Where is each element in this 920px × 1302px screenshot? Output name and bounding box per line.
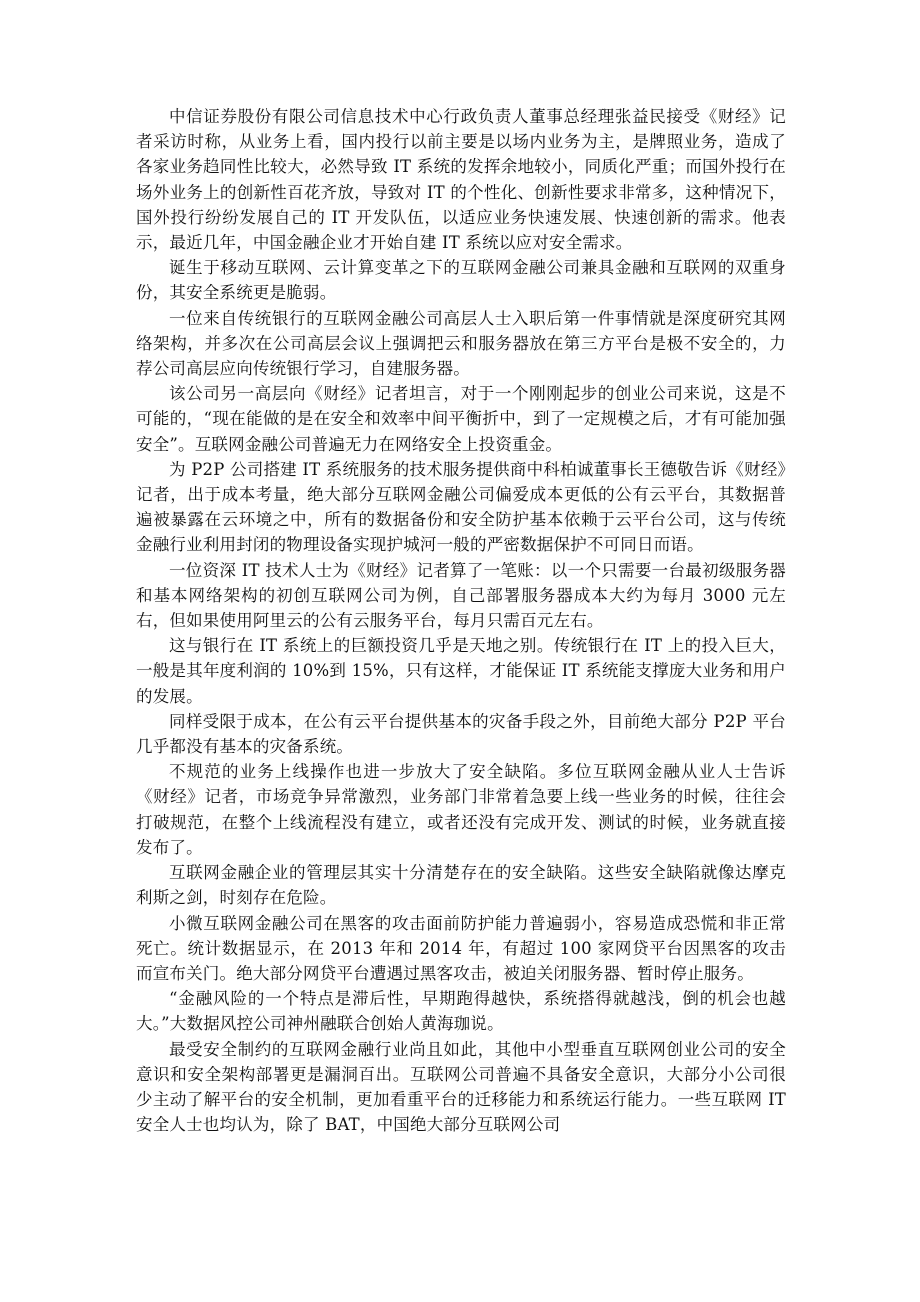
paragraph: 一位来自传统银行的互联网金融公司高层人士入职后第一件事情就是深度研究其网络架构，并多次在公司高层会议上强调把云和服务器放在第三方平台是极不安全的，力荐公司高层应向传统银行学习，自建服务器。 [136, 308, 786, 379]
paragraph: 最受安全制约的互联网金融行业尚且如此，其他中小型垂直互联网创业公司的安全意识和安全架构部署更是漏洞百出。互联网公司普遍不具备安全意识，大部分小公司很少主动了解平台的安全机制，更加看重平台的迁移能力和系统运行能力。一些互联网 IT 安全人士也均认为，除了 BAT，中国绝大部分互联网公司 [136, 1039, 786, 1135]
paragraph: 该公司另一高层向《财经》记者坦言，对于一个刚刚起步的创业公司来说，这是不可能的，“现在能做的是在安全和效率中间平衡折中，到了一定规模之后，才有可能加强安全”。互联网金融公司普遍无力在网络安全上投资重金。 [136, 384, 786, 454]
document-body [136, 104, 786, 1137]
paragraph: “金融风险的一个特点是滞后性，早期跑得越快，系统搭得就越浅，倒的机会也越大。”大数据风控公司神州融联合创始人黄海珈说。 [136, 989, 786, 1034]
paragraph: 不规范的业务上线操作也进一步放大了安全缺陷。多位互联网金融从业人士告诉《财经》记者，市场竞争异常激烈，业务部门非常着急要上线一些业务的时候，往往会打破规范，在整个上线流程没有建立，或者还没有完成开发、测试的时候，业务就直接发布了。 [136, 762, 786, 857]
paragraph: 中信证券股份有限公司信息技术中心行政负责人董事总经理张益民接受《财经》记者采访时称，从业务上看，国内投行以前主要是以场内业务为主，是牌照业务，造成了各家业务趋同性比较大，必然导致 IT 系统的发挥余地较小，同质化严重；而国外投行在场外业务上的创新性百花齐放，导致对 IT 的个性化、创新性要求非常多，这种情况下，国外投行纷纷发展自己的 IT 开发队伍，以适应业务快速发展、快速创新的需求。他表示，最近几年，中国金融企业才开始自建 IT 系统以应对安全需求。 [136, 107, 786, 253]
paragraph: 诞生于移动互联网、云计算变革之下的互联网金融公司兼具金融和互联网的双重身份，其安全系统更是脆弱。 [136, 258, 786, 303]
paragraph: 一位资深 IT 技术人士为《财经》记者算了一笔账：以一个只需要一台最初级服务器和基本网络架构的初创互联网公司为例，自己部署服务器成本大约为每月 3000 元左右，但如果使用阿里云的公有云服务平台，每月只需百元左右。 [136, 560, 786, 631]
paragraph: 同样受限于成本，在公有云平台提供基本的灾备手段之外，目前绝大部分 P2P 平台几乎都没有基本的灾备系统。 [136, 711, 786, 757]
paragraph: 小微互联网金融公司在黑客的攻击面前防护能力普遍弱小，容易造成恐慌和非正常死亡。统计数据显示，在 2013 年和 2014 年，有超过 100 家网贷平台因黑客的攻击而宣布关门。绝大部分网贷平台遭遇过黑客攻击，被迫关闭服务器、暂时停止服务。 [136, 913, 786, 983]
paragraph: 这与银行在 IT 系统上的巨额投资几乎是天地之别。传统银行在 IT 上的投入巨大，一般是其年度利润的 10%到 15%，只有这样，才能保证 IT 系统能支撑庞大业务和用户的发展。 [136, 636, 786, 706]
paragraph: 互联网金融企业的管理层其实十分清楚存在的安全缺陷。这些安全缺陷就像达摩克利斯之剑，时刻存在危险。 [136, 863, 786, 908]
paragraph: 为 P2P 公司搭建 IT 系统服务的技术服务提供商中科柏诚董事长王德敬告诉《财经》记者，出于成本考量，绝大部分互联网金融公司偏爱成本更低的公有云平台，其数据普遍被暴露在云环境之中，所有的数据备份和安全防护基本依赖于云平台公司，这与传统金融行业利用封闭的物理设备实现护城河一般的严密数据保护不可同日而语。 [136, 459, 786, 555]
